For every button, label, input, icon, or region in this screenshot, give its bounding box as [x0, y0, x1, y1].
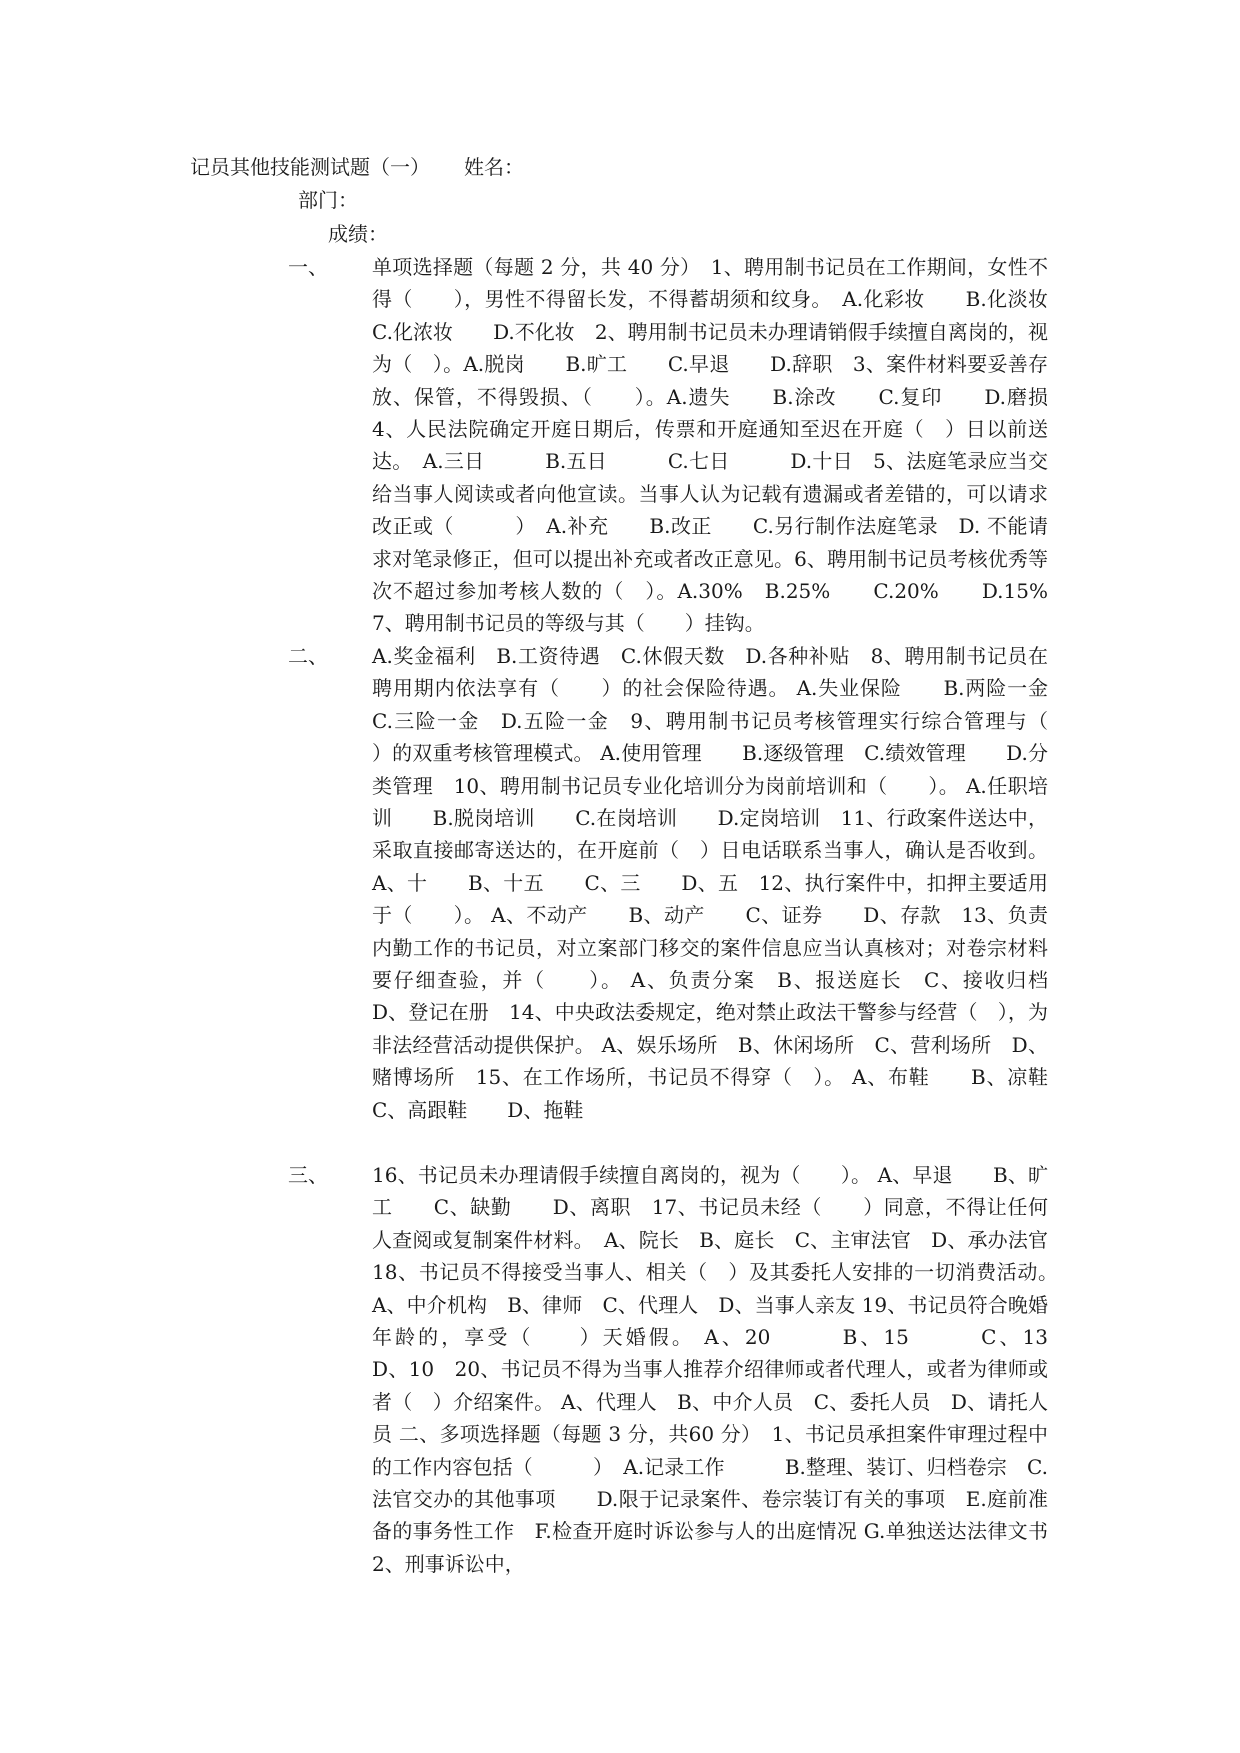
name-label: 姓名： [464, 155, 524, 179]
section-text: 16、书记员未办理请假手续擅自离岗的，视为（ ）。 A、早退 B、旷工 C、缺勤 D、离职 17、书记员未经（ ）同意，不得让任何人查阅或复制案件材料。 A、院长 B、庭长 C、主审法官 D、承办法官 18、书记员不得接受当事人、相关（ ）及其委托人安排的一切消费活动。 A、中介机构 B、律师 C、代理人 D、当事人亲友 19、书记员符合晚婚年龄的，享受（ ）天婚假。 A、20 B、15 C、13 D、10 20、书记员不得为当事人推荐介绍律师或者代理人，或者为律师或者（ ）介绍案件。 A、代理人 B、中介人员 C、委托人员 D、请托人员 二、多项选择题（每题 3 分，共60 分） 1、书记员承担案件审理过程中的工作内容包括（ ） A.记录工作 B.整理、装订、归档卷宗 C.法官交办的其他事项 D.限于记录案件、卷宗装订有关的事项 E.庭前准备的事务性工作 F.检查开庭时诉讼参与人的出庭情况 G.单独送达法律文书 2、刑事诉讼中， [372, 1163, 1108, 1576]
section-marker: 二、 [288, 644, 328, 668]
section-questions-continued [288, 640, 1088, 1126]
document-title: 记员其他技能测试题（一） [190, 155, 430, 179]
score-label: 成绩： [328, 222, 388, 246]
section-text: 单项选择题（每题 2 分，共 40 分） 1、聘用制书记员在工作期间，女性不得（ ），男性不得留长发，不得蓄胡须和纹身。 A.化彩妆 B.化淡妆 C.化浓妆 D.不化妆 2、聘用制书记员未办理请销假手续擅自离岗的，视为（ ）。A.脱岗 B.旷工 C.早退 D.辞职 3、案件材料要妥善存放、保管，不得毁损、（ ）。A.遗失 B.涂改 C.复印 D.磨损 4、人民法院确定开庭日期后，传票和开庭通知至迟在开庭（ ）日以前送达。 A.三日 B.五日 C.七日 D.十日 5、法庭笔录应当交给当事人阅读或者向他宣读。当事人认为记载有遗漏或者差错的，可以请求改正或（ ） A.补充 B.改正 C.另行制作法庭笔录 D. 不能请求对笔录修正，但可以提出补充或者改正意见。6、聘用制书记员考核优秀等次不超过参加考核人数的（ ）。A.30% B.25% C.20% D.15% 7、聘用制书记员的等级与其（ ）挂钩。 [372, 255, 1088, 636]
section-marker: 一、 [288, 255, 328, 279]
section-single-choice [288, 251, 1088, 640]
section-marker: 三、 [288, 1163, 328, 1187]
section-text: A.奖金福利 B.工资待遇 C.休假天数 D.各种补贴 8、聘用制书记员在聘用期内依法享有（ ）的社会保险待遇。 A.失业保险 B.两险一金 C.三险一金 D.五险一金 9、聘用制书记员考核管理实行综合管理与（ ）的双重考核管理模式。 A.使用管理 B.逐级管理 C.绩效管理 D.分类管理 10、聘用制书记员专业化培训分为岗前培训和（ ）。 A.任职培训 B.脱岗培训 C.在岗培训 D.定岗培训 11、行政案件送达中，采取直接邮寄送达的，在开庭前（ ）日电话联系当事人，确认是否收到。 A、十 B、十五 C、三 D、五 12、执行案件中，扣押主要适用于（ ）。 A、不动产 B、动产 C、证券 D、存款 13、负责内勤工作的书记员，对立案部门移交的案件信息应当认真核对；对卷宗材料要仔细查验，并（ ）。 A、负责分案 B、报送庭长 C、接收归档 D、登记在册 14、中央政法委规定，绝对禁止政法干警参与经营（ ），为非法经营活动提供保护。 A、娱乐场所 B、休闲场所 C、营利场所 D、赌博场所 15、在工作场所，书记员不得穿（ ）。 A、布鞋 B、凉鞋 C、高跟鞋 D、拖鞋 [372, 644, 1088, 1122]
document-title-line [190, 155, 524, 179]
section-questions-final [288, 1159, 1108, 1580]
department-label: 部门： [298, 188, 358, 212]
